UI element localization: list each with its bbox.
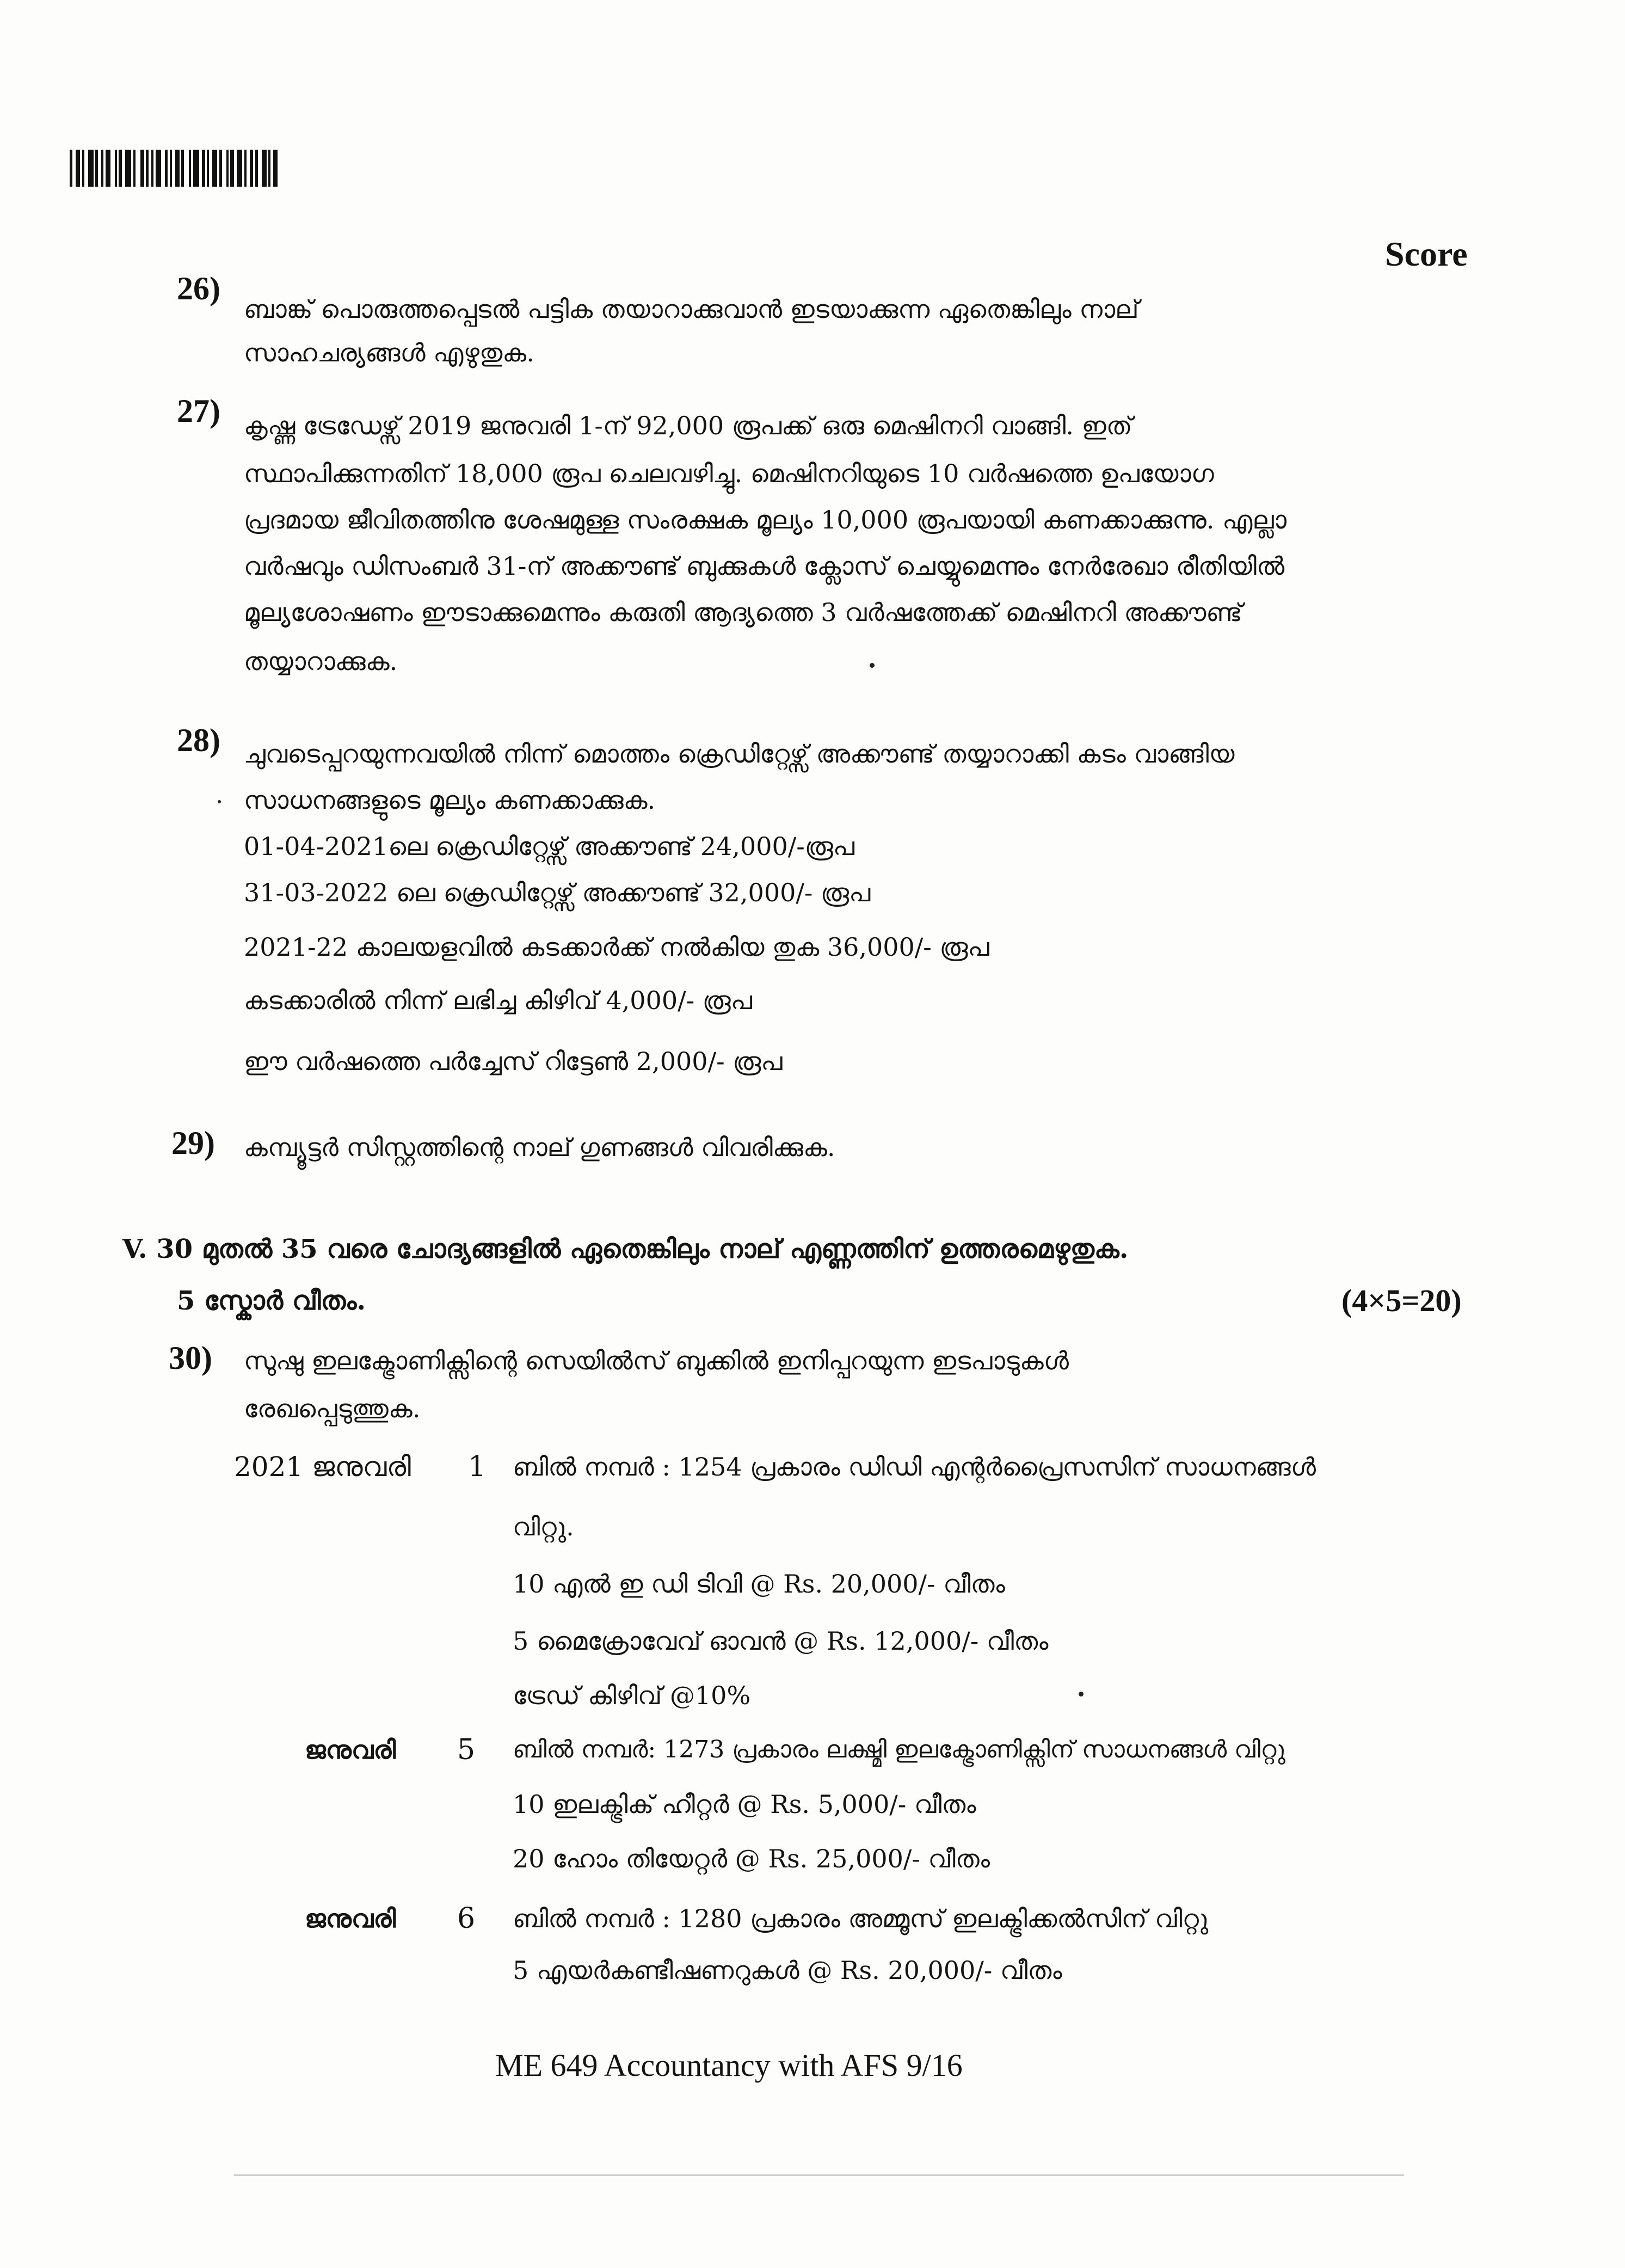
question-26-number: 26) [177,271,220,306]
question-28-line-1: ചുവടെപ്പറയുന്നവയിൽ നിന്ന് മൊത്തം ക്രെഡിറ്റേഴ്സ് അക്കൗണ്ട് തയ്യാറാക്കി കടം വാങ്ങിയ [244,739,1235,769]
question-27-line-2: സ്ഥാപിക്കുന്നതിന് 18,000 രൂപ ചെലവഴിച്ചു. മെഷിനറിയുടെ 10 വർഷത്തെ ഉപയോഗ [244,459,1214,488]
stray-mark [1079,1692,1084,1697]
question-28-item-5: ഈ വർഷത്തെ പർച്ചേസ് റിട്ടേൺ 2,000/- രൂപ [244,1047,783,1076]
section-v-marks: (4×5=20) [1341,1283,1462,1318]
question-29-line-1: കമ്പ്യൂട്ടർ സിസ്റ്റത്തിന്റെ നാല് ഗുണങ്ങൾ വിവരിക്കുക. [244,1133,835,1162]
transaction-2-line-2: 10 ഇലക്ട്രിക് ഹീറ്റർ @ Rs. 5,000/- വീതം [513,1790,976,1819]
transaction-1-line-3: 10 എൽ ഇ ഡി ടിവി @ Rs. 20,000/- വീതം [513,1569,1005,1599]
question-27-line-3: പ്രദമായ ജീവിതത്തിനു ശേഷമുള്ള സംരക്ഷക മൂല്യം 10,000 രൂപയായി കണക്കാക്കുന്നു. എല്ലാ [244,505,1287,534]
question-30-number: 30) [169,1340,212,1376]
question-27-line-1: കൃഷ്ണ ട്രേഡേഴ്സ് 2019 ജനുവരി 1-ന് 92,000 രൂപക്ക് ഒരു മെഷിനറി വാങ്ങി. ഇത് [244,411,1132,440]
question-26-line-1: ബാങ്ക് പൊരുത്തപ്പെടൽ പട്ടിക തയാറാക്കുവാൻ ഇടയാക്കുന്ന ഏതെങ്കിലും നാല് [244,294,1139,324]
transaction-1-line-4: 5 മൈക്രോവേവ് ഓവൻ @ Rs. 12,000/- വീതം [513,1626,1049,1656]
question-28-line-2: സാധനങ്ങളുടെ മൂല്യം കണക്കാക്കുക. [244,785,656,815]
question-27-line-6: തയ്യാറാക്കുക. [244,647,398,676]
question-28-item-1: 01-04-2021ലെ ക്രെഡിറ്റേഴ്സ് അക്കൗണ്ട് 24,000/-രൂപ [244,832,855,861]
question-28-item-3: 2021-22 കാലയളവിൽ കടക്കാർക്ക് നൽകിയ തുക 36,000/- രൂപ [244,932,989,962]
section-v-subheading: 5 സ്കോർ വീതം. [177,1286,366,1316]
transaction-3-day: 6 [457,1902,476,1935]
transaction-1-line-2: വിറ്റു. [513,1512,574,1541]
bottom-edge-rule [234,2174,1404,2176]
question-27-number: 27) [177,393,220,429]
transaction-3-line-2: 5 എയർകണ്ടീഷണറുകൾ @ Rs. 20,000/- വീതം [513,1956,1062,1985]
transaction-1-date: 2021 ജനുവരി [234,1451,411,1483]
question-30-line-2: രേഖപ്പെടുത്തുക. [244,1394,421,1423]
transaction-3-date: ജനുവരി [305,1904,396,1933]
score-column-label: Score [1385,235,1468,273]
page-footer: ME 649 Accountancy with AFS 9/16 [495,2048,963,2083]
question-28-number: 28) [177,722,220,758]
transaction-1-line-5: ട്രേഡ് കിഴിവ് @10% [513,1681,751,1710]
question-27-line-4: വർഷവും ഡിസംബർ 31-ന് അക്കൗണ്ട് ബുക്കുകൾ ക്ലോസ് ചെയ്യുമെന്നും നേർരേഖാ രീതിയിൽ [244,551,1285,581]
transaction-1-day: 1 [468,1450,487,1483]
question-30-line-1: സുഷു ഇലക്ട്രോണിക്സിന്റെ സെയിൽസ് ബുക്കിൽ ഇനിപ്പറയുന്ന ഇടപാടുകൾ [244,1346,1069,1375]
transaction-2-date: ജനുവരി [305,1735,396,1765]
transaction-1-line-1: ബിൽ നമ്പർ : 1254 പ്രകാരം ഡിഡി എന്റർപ്രൈസസിന് സാധനങ്ങൾ [513,1452,1316,1482]
transaction-2-line-1: ബിൽ നമ്പർ: 1273 പ്രകാരം ലക്ഷ്മി ഇലക്ട്രോണിക്സിന് സാധനങ്ങൾ വിറ്റു [513,1736,1285,1763]
question-27-line-5: മൂല്യശോഷണം ഈടാക്കുമെന്നും കരുതി ആദ്യത്തെ 3 വർഷത്തേക്ക് മെഷിനറി അക്കൗണ്ട് [244,598,1242,627]
question-28-item-4: കടക്കാരിൽ നിന്ന് ലഭിച്ച കിഴിവ് 4,000/- രൂപ [244,986,753,1015]
stray-mark [218,800,221,803]
section-v-heading: V. 30 മുതൽ 35 വരെ ചോദ്യങ്ങളിൽ ഏതെങ്കിലും നാല് എണ്ണത്തിന് ഉത്തരമെഴുതുക. [122,1234,1129,1264]
question-28-item-2: 31-03-2022 ലെ ക്രെഡിറ്റേഴ്സ് അക്കൗണ്ട് 32,000/- രൂപ [244,878,871,907]
transaction-3-line-1: ബിൽ നമ്പർ : 1280 പ്രകാരം അമ്മൂസ് ഇലക്ട്രിക്കൽസിന് വിറ്റു [513,1904,1209,1933]
question-26-line-2: സാഹചര്യങ്ങൾ എഴുതുക. [244,338,534,367]
question-29-number: 29) [171,1125,215,1161]
transaction-2-day: 5 [457,1734,476,1766]
stray-mark [870,663,875,668]
barcode [70,150,287,187]
transaction-2-line-3: 20 ഹോം തിയേറ്റർ @ Rs. 25,000/- വീതം [513,1844,990,1873]
